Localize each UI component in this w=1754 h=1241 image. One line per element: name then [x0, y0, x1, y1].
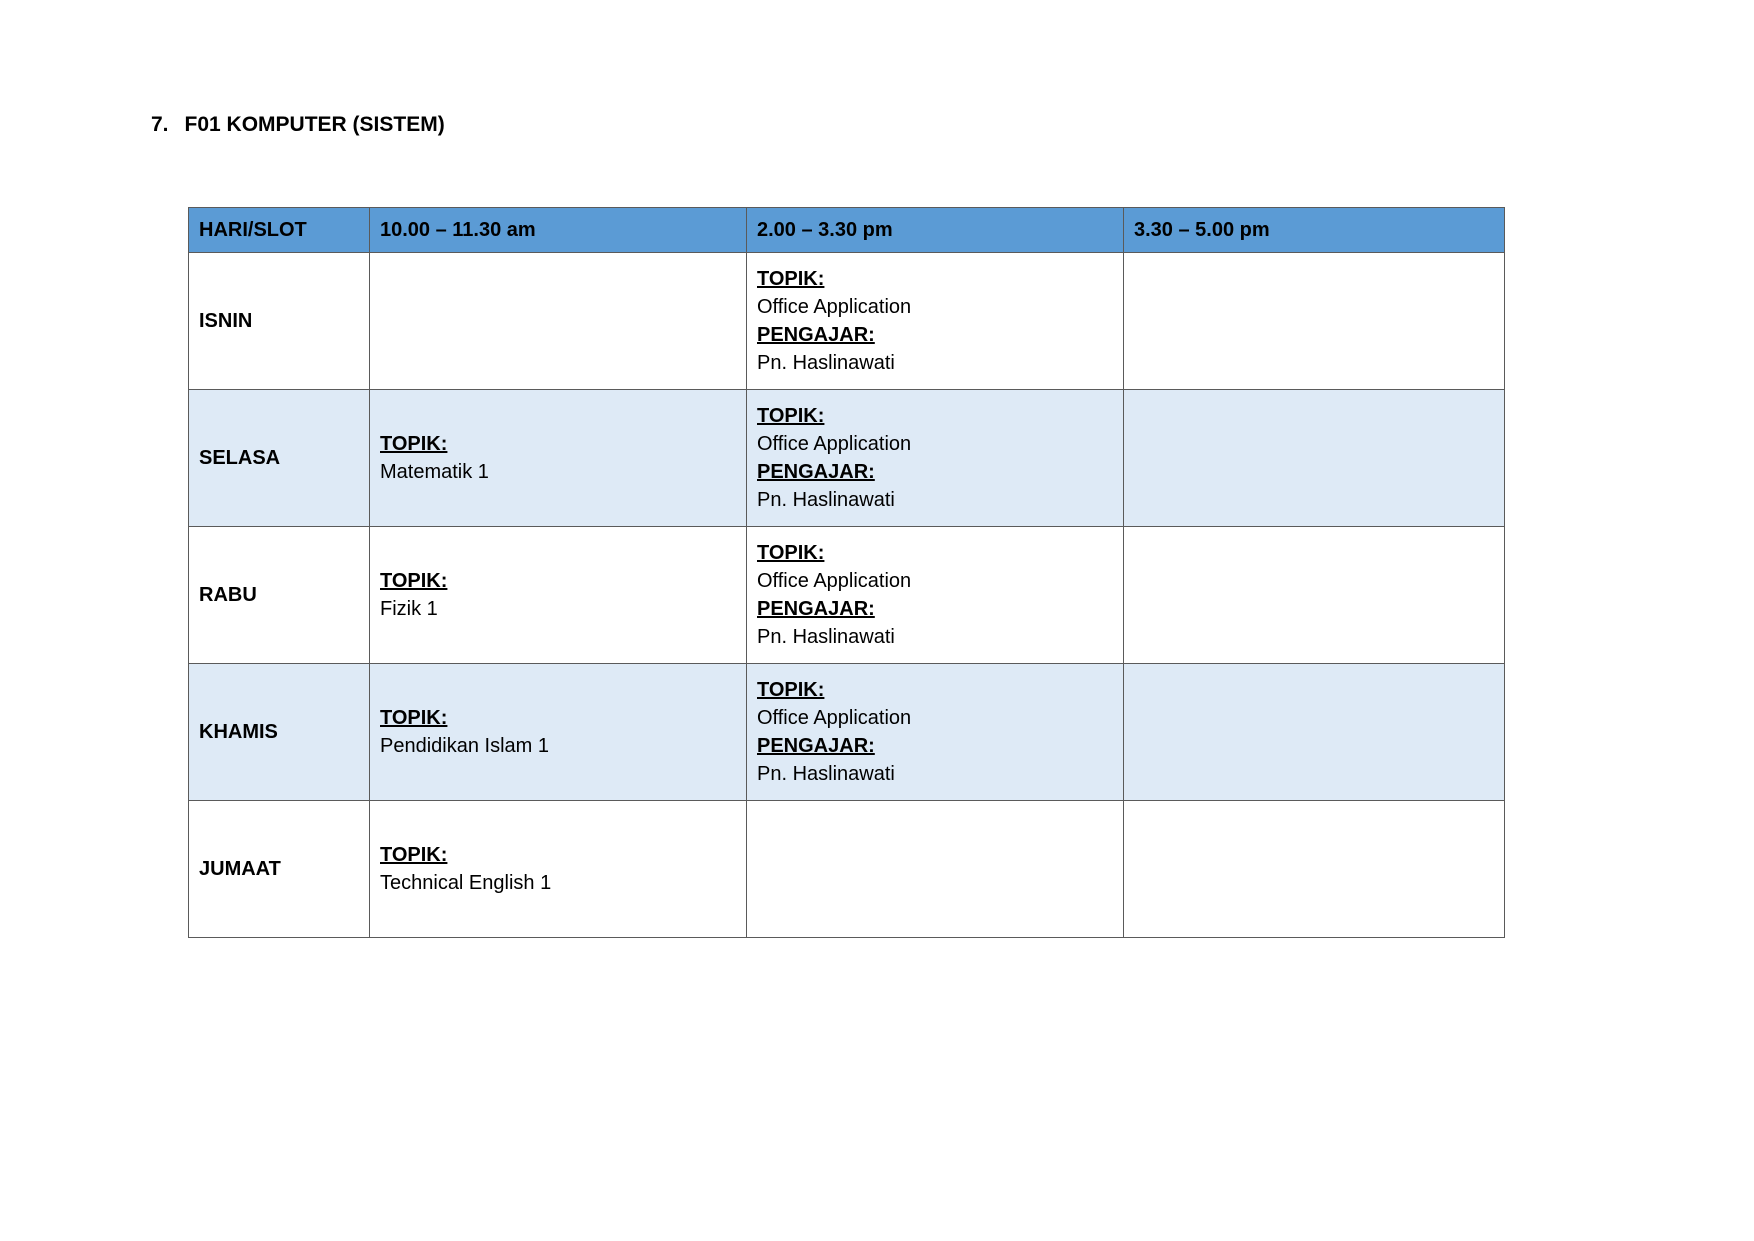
- day-cell: SELASA: [189, 390, 370, 527]
- day-cell: KHAMIS: [189, 664, 370, 801]
- day-cell: ISNIN: [189, 253, 370, 390]
- pengajar-value: Pn. Haslinawati: [757, 626, 895, 648]
- pengajar-label: PENGAJAR:: [757, 324, 875, 346]
- slot-cell-1: [370, 664, 747, 801]
- section-heading: [151, 113, 445, 137]
- day-cell: RABU: [189, 527, 370, 664]
- topik-label: TOPIK:: [380, 433, 448, 455]
- pengajar-label: PENGAJAR:: [757, 735, 875, 757]
- topik-value: Office Application: [757, 433, 912, 455]
- pengajar-value: Pn. Haslinawati: [757, 352, 895, 374]
- slot-cell-2: [747, 253, 1124, 390]
- slot-cell-2: [747, 527, 1124, 664]
- slot-cell-2: [747, 664, 1124, 801]
- pengajar-label: PENGAJAR:: [757, 598, 875, 620]
- header-slot-3: 3.30 – 5.00 pm: [1124, 208, 1505, 253]
- slot-cell-1: [370, 253, 747, 390]
- topik-label: TOPIK:: [380, 570, 448, 592]
- topik-label: TOPIK:: [757, 405, 825, 427]
- header-day-slot: HARI/SLOT: [189, 208, 370, 253]
- topik-value: Office Application: [757, 707, 912, 729]
- slot-cell-1: [370, 390, 747, 527]
- section-title: F01 KOMPUTER (SISTEM): [184, 113, 445, 136]
- table-row: [189, 664, 1505, 801]
- pengajar-value: Pn. Haslinawati: [757, 763, 895, 785]
- section-number: 7.: [151, 113, 169, 136]
- topik-label: TOPIK:: [757, 268, 825, 290]
- slot-cell-3: [1124, 527, 1505, 664]
- slot-cell-1: [370, 801, 747, 938]
- topik-value: Office Application: [757, 296, 912, 318]
- slot-cell-3: [1124, 801, 1505, 938]
- table-row: [189, 527, 1505, 664]
- table-row: [189, 801, 1505, 938]
- topik-value: Office Application: [757, 570, 912, 592]
- timetable-body: [189, 253, 1505, 938]
- table-row: [189, 253, 1505, 390]
- slot-cell-2: [747, 801, 1124, 938]
- slot-cell-1: [370, 527, 747, 664]
- pengajar-value: Pn. Haslinawati: [757, 489, 895, 511]
- topik-value: Technical English 1: [380, 872, 552, 894]
- topik-value: Matematik 1: [380, 461, 489, 483]
- slot-cell-2: [747, 390, 1124, 527]
- topik-label: TOPIK:: [380, 844, 448, 866]
- topik-label: TOPIK:: [757, 679, 825, 701]
- header-slot-1: 10.00 – 11.30 am: [370, 208, 747, 253]
- day-cell: JUMAAT: [189, 801, 370, 938]
- slot-cell-3: [1124, 664, 1505, 801]
- topik-value: Fizik 1: [380, 598, 438, 620]
- header-slot-2: 2.00 – 3.30 pm: [747, 208, 1124, 253]
- timetable: [188, 207, 1505, 938]
- slot-cell-3: [1124, 390, 1505, 527]
- topik-label: TOPIK:: [757, 542, 825, 564]
- table-row: [189, 390, 1505, 527]
- topik-value: Pendidikan Islam 1: [380, 735, 549, 757]
- slot-cell-3: [1124, 253, 1505, 390]
- header-row: [189, 208, 1505, 253]
- pengajar-label: PENGAJAR:: [757, 461, 875, 483]
- topik-label: TOPIK:: [380, 707, 448, 729]
